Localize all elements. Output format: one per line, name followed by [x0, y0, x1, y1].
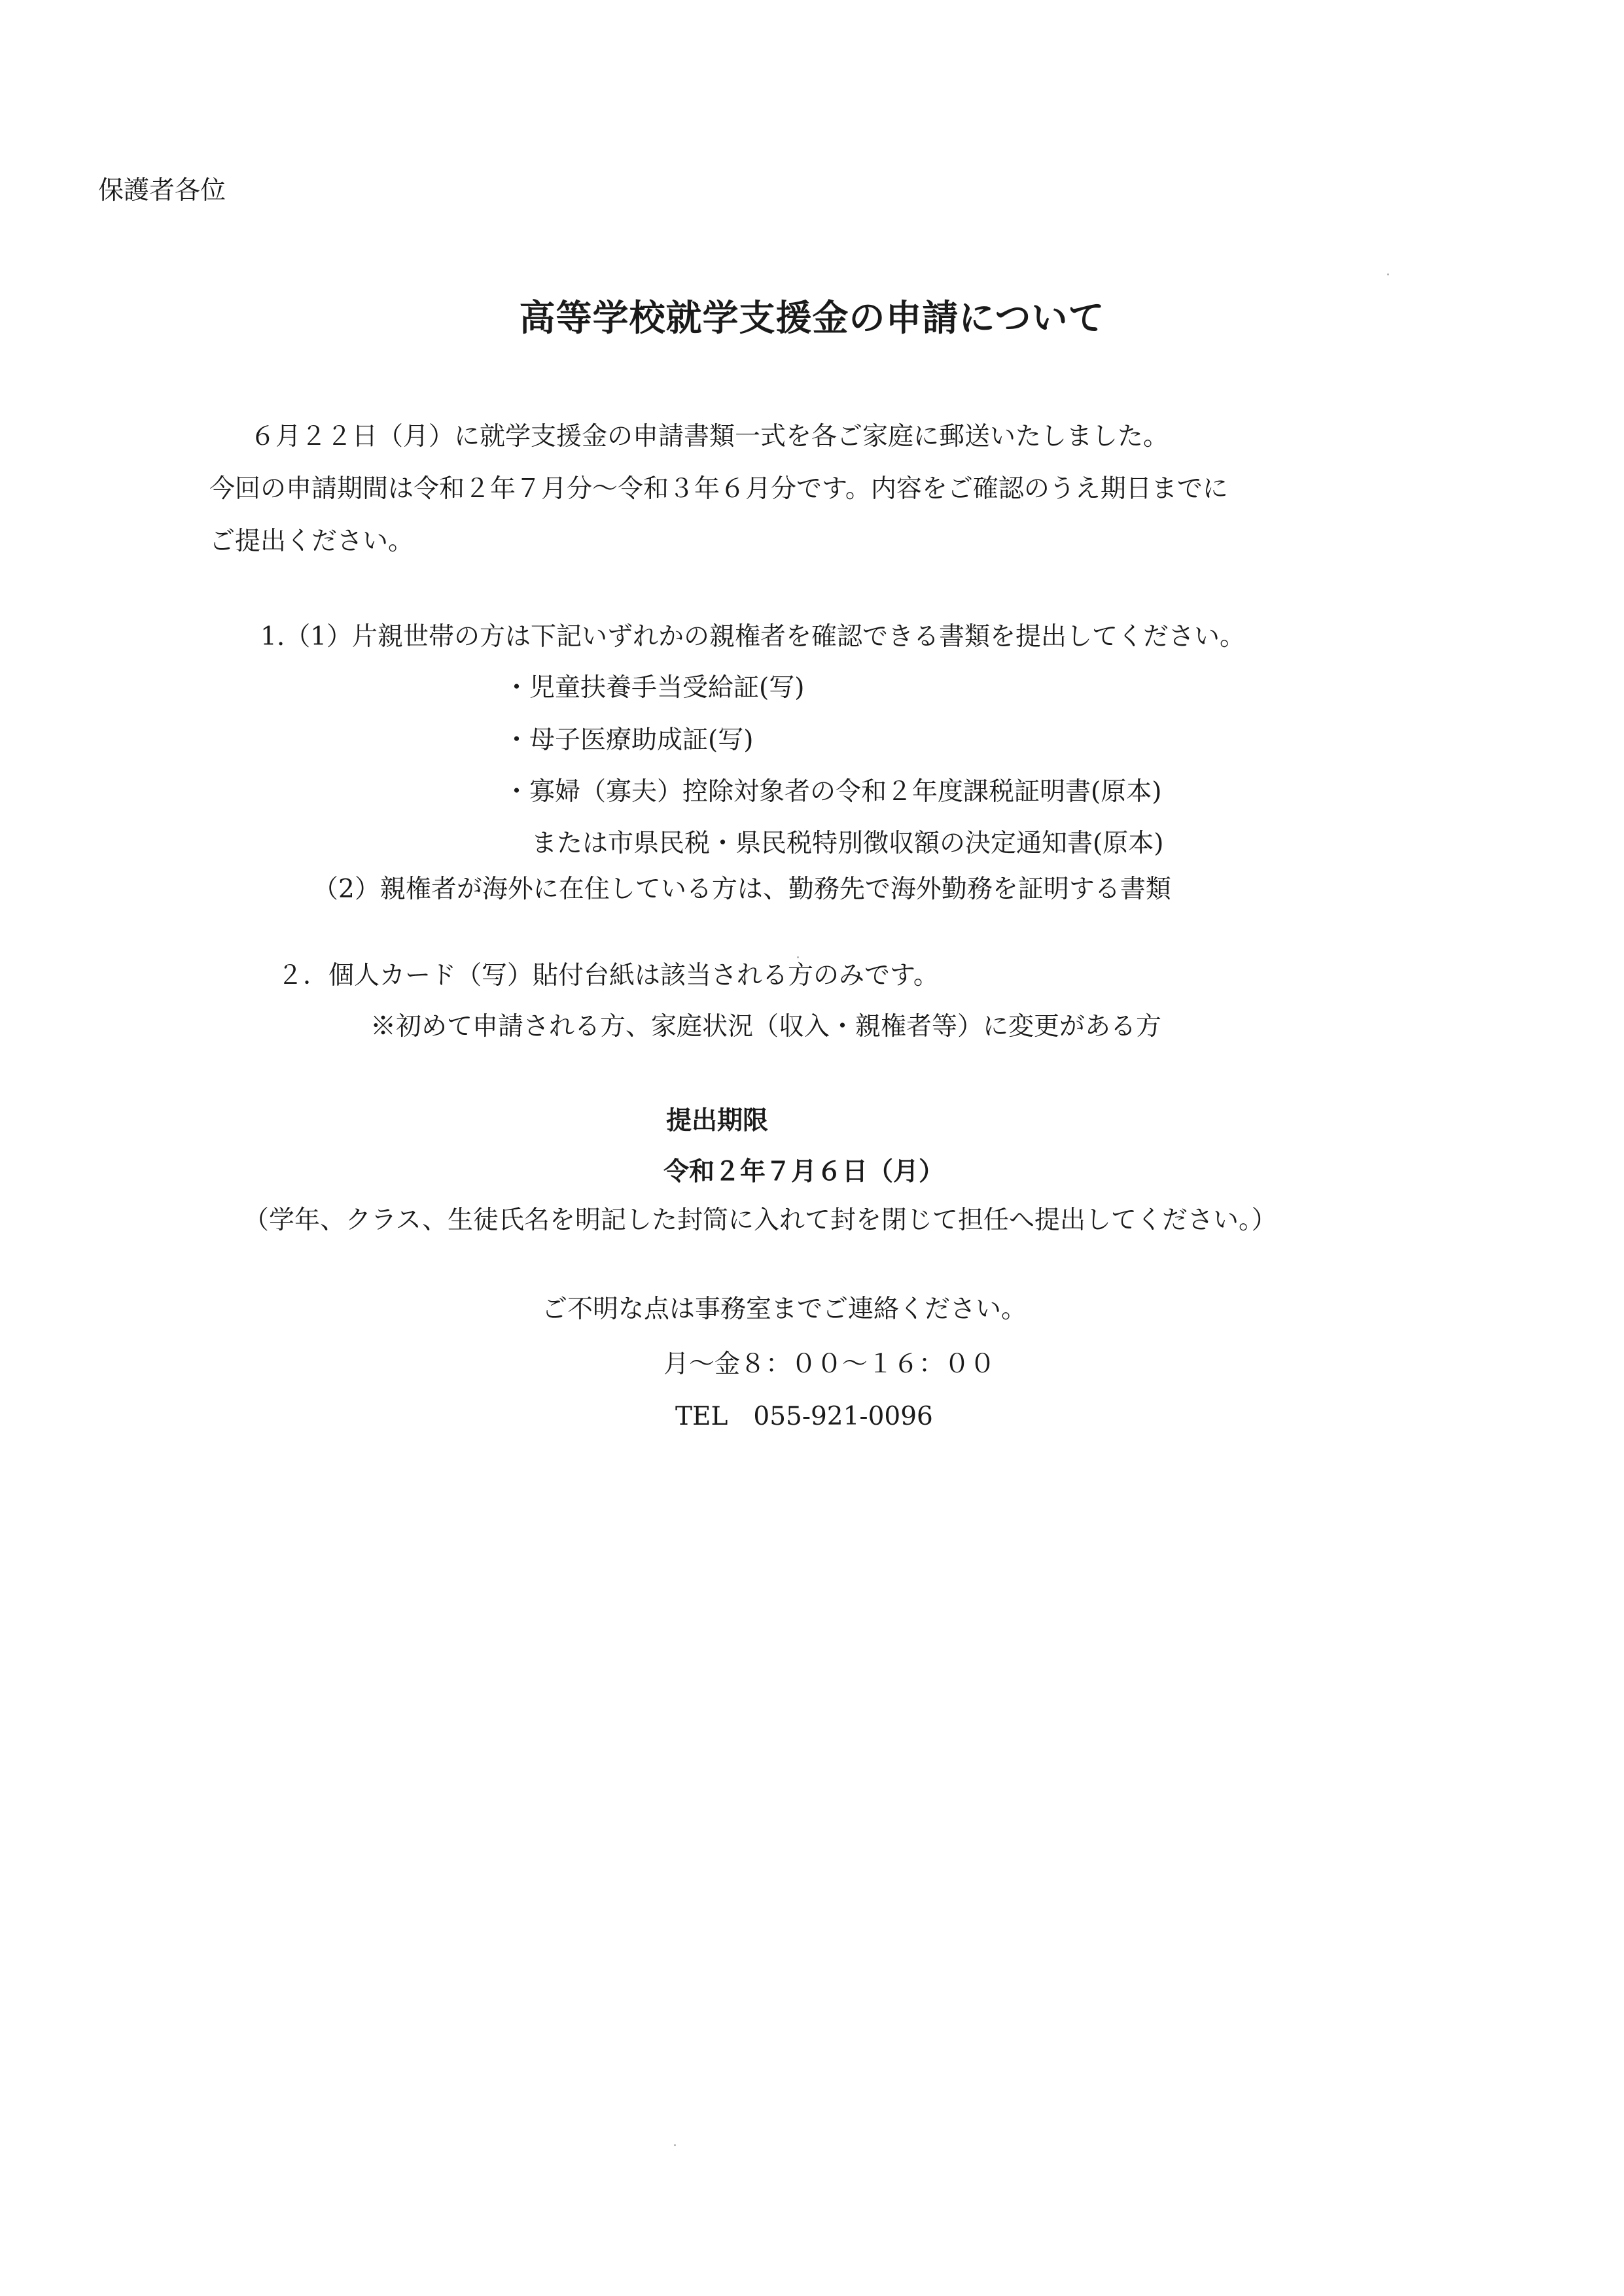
- scan-speck: [797, 956, 799, 958]
- deadline-label: 提出期限: [666, 1105, 769, 1136]
- deadline-date: 令和２年７月６日（月）: [663, 1157, 945, 1187]
- item-1-subitem-2: （2）親権者が海外に在住している方は、勤務先で海外勤務を証明する書類: [313, 875, 1171, 904]
- item-2-heading: ２．個人カード（写）貼付台紙は該当される方のみです。: [277, 961, 939, 990]
- intro-line-2: 今回の申請期間は令和２年７月分～令和３年６月分です。内容をご確認のうえ期日までに: [209, 474, 1228, 504]
- document-title: 高等学校就学支援金の申請について: [519, 296, 1105, 339]
- office-hours: 月～金８：００～１６：００: [663, 1349, 996, 1379]
- item-1-document-3: ・寡婦（寡夫）控除対象者の令和２年度課税証明書(原本): [504, 777, 1162, 807]
- item-1-heading: 1.（1）片親世帯の方は下記いずれかの親権者を確認できる書類を提出してください。: [260, 622, 1246, 652]
- scan-speck: [1387, 273, 1389, 275]
- contact-line: ご不明な点は事務室までご連絡ください。: [542, 1295, 1027, 1324]
- scan-speck: [674, 2144, 676, 2146]
- intro-line-3: ご提出ください。: [209, 527, 414, 556]
- addressee: 保護者各位: [98, 176, 226, 205]
- item-1-document-2: ・母子医療助成証(写): [504, 725, 754, 755]
- intro-line-1: ６月２２日（月）に就学支援金の申請書類一式を各ご家庭に郵送いたしました。: [250, 422, 1169, 451]
- deadline-note: （学年、クラス、生徒氏名を明記した封筒に入れて封を閉じて担任へ提出してください。）: [243, 1206, 1277, 1235]
- item-1-document-3-continuation: または市県民税・県民税特別徴収額の決定通知書(原本): [531, 829, 1164, 858]
- item-2-note: ※初めて申請される方、家庭状況（収入・親権者等）に変更がある方: [370, 1012, 1162, 1041]
- phone-number: TEL 055-921-0096: [675, 1402, 933, 1431]
- item-1-document-1: ・児童扶養手当受給証(写): [504, 673, 805, 703]
